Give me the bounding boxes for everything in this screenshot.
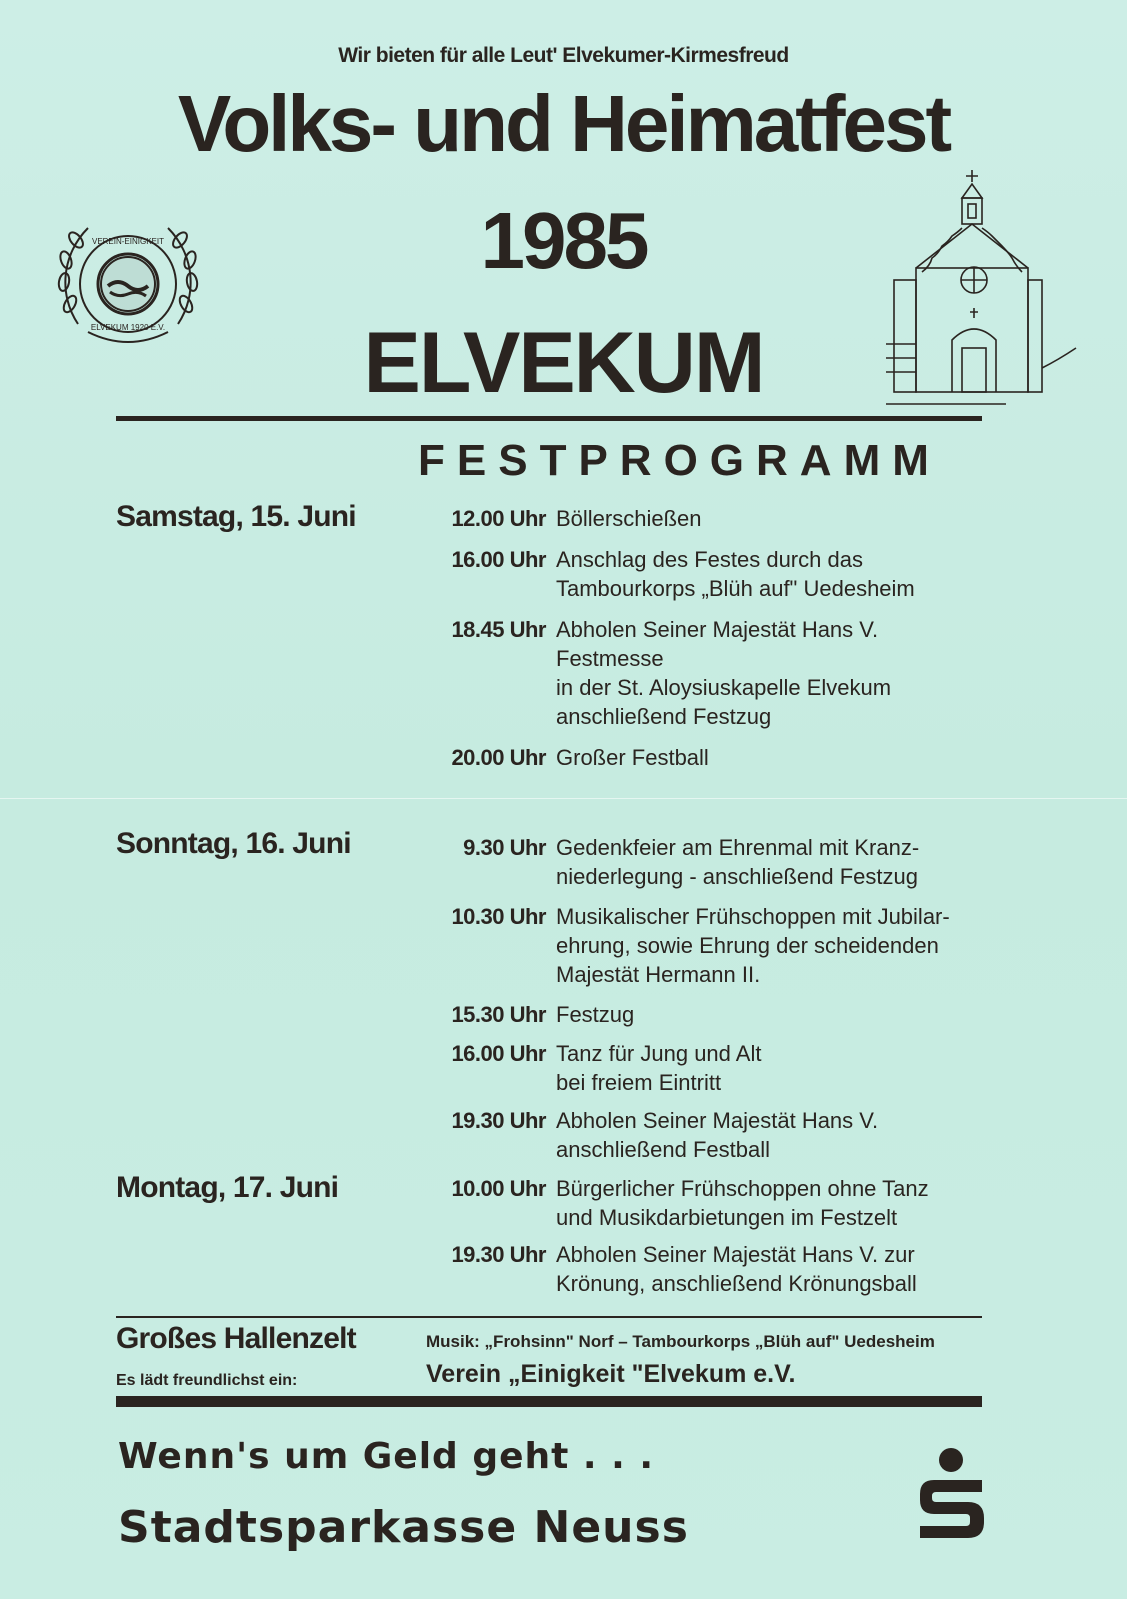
entry-line: Majestät Hermann II. [556,962,761,987]
entry-line: Großer Festball [556,745,709,770]
event-year: 1985 [480,196,647,285]
entry-time: 19.30 Uhr [451,1242,546,1267]
svg-text:VEREIN-EINIGKEIT: VEREIN-EINIGKEIT [91,237,165,246]
entry-line: Festzug [556,1002,635,1027]
venue-label: Großes Hallenzelt [116,1322,356,1355]
entry-line: Anschlag des Festes durch das [556,547,863,572]
fold-line [0,798,1127,799]
chapel-drawing-icon [886,168,1086,410]
entry-time: 18.45 Uhr [451,617,546,642]
entry-line: anschließend Festball [556,1137,771,1162]
ad-bank-name: Stadtsparkasse Neuss [118,1502,689,1553]
entry-line: Tambourkorps „Blüh auf" Uedesheim [556,576,915,601]
day-label-monday: Montag, 17. Juni [116,1171,339,1204]
handshake-wreath-emblem-icon [48,204,208,364]
entry-line: ehrung, sowie Ehrung der scheidenden [556,933,939,958]
entry-time: 16.00 Uhr [451,547,546,572]
sparkasse-logo-icon [910,1446,992,1546]
entry-line: Gedenkfeier am Ehrenmal mit Kranz- [556,835,920,860]
entry-time: 9.30 Uhr [463,835,546,860]
entry-time: 10.00 Uhr [451,1176,546,1201]
entry-time: 15.30 Uhr [451,1002,546,1027]
entry-line: bei freiem Eintritt [556,1070,722,1095]
invitation-label: Es lädt freundlichst ein: [116,1372,298,1389]
entry-line: Krönung, anschließend Krönungsball [556,1271,917,1296]
entry-line: anschließend Festzug [556,704,772,729]
event-title: Volks- und Heimatfest [177,79,950,168]
entry-line: Bürgerlicher Frühschoppen ohne Tanz [556,1176,929,1201]
event-town: ELVEKUM [363,315,764,411]
entry-line: niederlegung - anschließend Festzug [556,864,919,889]
entry-line: Abholen Seiner Majestät Hans V. zur [556,1242,915,1267]
svg-text:ELVEKUM 1920 E.V.: ELVEKUM 1920 E.V. [90,323,166,332]
entry-line: Festmesse [556,646,664,671]
day-label-saturday: Samstag, 15. Juni [116,500,356,533]
music-credits: Musik: „Frohsinn" Norf – Tambourkorps „Blüh auf" Uedesheim [426,1332,935,1351]
entry-line: Abholen Seiner Majestät Hans V. [556,617,879,642]
tagline: Wir bieten für alle Leut' Elvekumer-Kirmesfreud [338,44,789,67]
header-rule [116,416,982,421]
entry-time: 12.00 Uhr [451,506,546,531]
entry-line: Böllerschießen [556,506,702,531]
entry-time: 20.00 Uhr [451,745,546,770]
entry-line: Musikalischer Frühschoppen mit Jubilar- [556,904,950,929]
ad-slogan: Wenn's um Geld geht . . . [118,1436,655,1477]
entry-time: 19.30 Uhr [451,1108,546,1133]
entry-line: Tanz für Jung und Alt [556,1041,762,1066]
footer-rule-thick [116,1396,982,1407]
entry-time: 16.00 Uhr [451,1041,546,1066]
day-label-sunday: Sonntag, 16. Juni [116,827,351,860]
entry-line: und Musikdarbietungen im Festzelt [556,1205,898,1230]
footer-rule-thin [116,1316,982,1318]
host-club: Verein „Einigkeit "Elvekum e.V. [426,1360,796,1388]
entry-line: Abholen Seiner Majestät Hans V. [556,1108,879,1133]
entry-time: 10.30 Uhr [451,904,546,929]
entry-line: in der St. Aloysiuskapelle Elvekum [556,675,892,700]
program-heading: FESTPROGRAMM [418,436,941,485]
